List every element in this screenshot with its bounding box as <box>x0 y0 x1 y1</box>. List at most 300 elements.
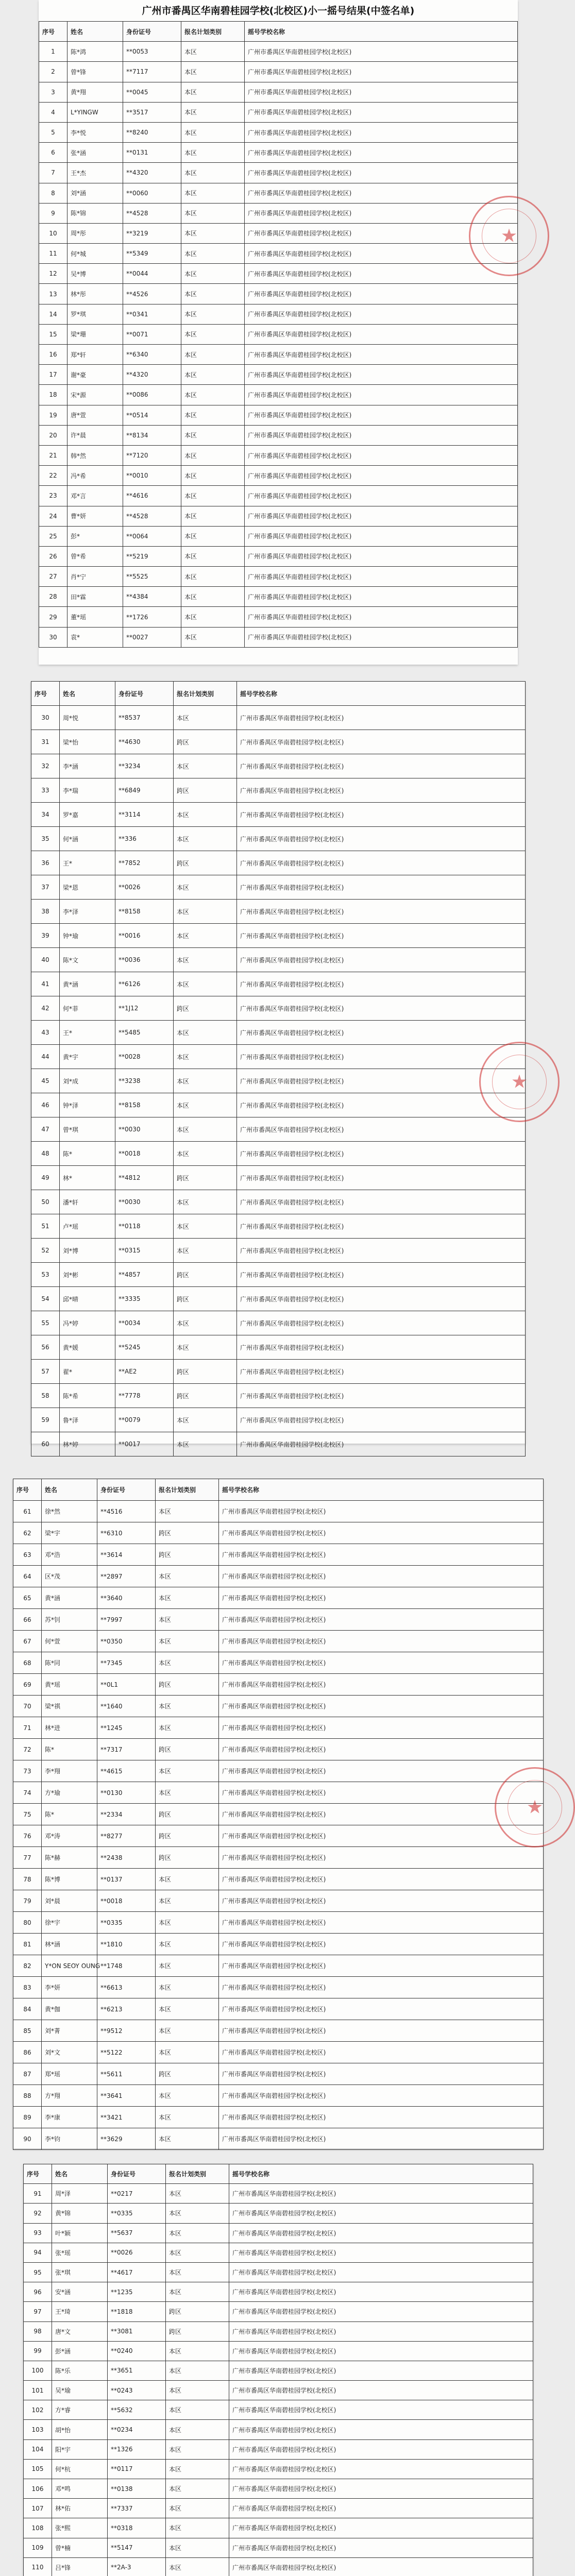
table-cell: 徐*然 <box>42 1501 97 1522</box>
table-cell: 本区 <box>156 2128 219 2150</box>
table-cell: 广州市番禺区华南碧桂园学校(北校区) <box>245 122 518 142</box>
table-cell: 广州市番禺区华南碧桂园学校(北校区) <box>237 706 526 730</box>
table-cell: 张*瑶 <box>52 2243 108 2262</box>
table-cell: 81 <box>13 1934 42 1955</box>
table-cell: **0045 <box>123 82 181 102</box>
table-cell: **6213 <box>97 1998 156 2020</box>
table-cell: 广州市番禺区华南碧桂园学校(北校区) <box>245 244 518 264</box>
table-cell: 51 <box>31 1214 60 1239</box>
table-cell: 黄*翔 <box>67 82 123 102</box>
table-cell: 48 <box>31 1142 60 1166</box>
table-cell: **1810 <box>97 1934 156 1955</box>
table-row <box>13 1890 544 1912</box>
column-header: 姓名 <box>60 682 115 706</box>
table-cell: 跨区 <box>174 851 237 875</box>
table-cell: 68 <box>13 1652 42 1674</box>
table-cell: **0350 <box>97 1631 156 1652</box>
table-cell: **6849 <box>115 778 174 803</box>
table-cell: 王* <box>60 1021 115 1045</box>
table-cell: 65 <box>13 1587 42 1609</box>
table-cell: 本区 <box>181 567 245 587</box>
table-cell: 24 <box>39 506 67 526</box>
table-row <box>39 607 518 627</box>
result-table-3 <box>13 1479 544 2150</box>
table-cell: 本区 <box>166 2243 229 2262</box>
table-cell: 广州市番禺区华南碧桂园学校(北校区) <box>245 526 518 546</box>
column-header: 序号 <box>24 2164 52 2184</box>
table-cell: 跨区 <box>156 1739 219 1760</box>
table-cell: 林* <box>60 1166 115 1190</box>
table-cell: 本区 <box>174 1408 237 1432</box>
table-cell: 韩*然 <box>67 445 123 465</box>
table-row <box>13 1652 544 1674</box>
table-cell: 邓*鸣 <box>52 2479 108 2499</box>
table-row <box>24 2302 533 2321</box>
table-cell: 本区 <box>181 587 245 607</box>
table-cell: 本区 <box>156 1869 219 1890</box>
table-row <box>39 82 518 102</box>
table-cell: 本区 <box>181 546 245 566</box>
table-cell: **6613 <box>97 1977 156 1998</box>
table-cell: 22 <box>39 466 67 486</box>
table-row <box>13 1912 544 1934</box>
table-row <box>39 506 518 526</box>
table-row <box>24 2538 533 2557</box>
table-cell: 本区 <box>174 1335 237 1360</box>
table-row <box>31 1360 526 1384</box>
table-cell: 54 <box>31 1287 60 1311</box>
table-cell: 28 <box>39 587 67 607</box>
table-cell: 本区 <box>174 875 237 900</box>
table-cell: 彭*涵 <box>52 2341 108 2361</box>
table-cell: 60 <box>31 1432 60 1456</box>
result-sheet-2 <box>31 681 528 1448</box>
table-cell: 广州市番禺区华南碧桂园学校(北校区) <box>219 2085 544 2107</box>
table-cell: 广州市番禺区华南碧桂园学校(北校区) <box>219 1652 544 1674</box>
table-cell: 李*妍 <box>42 1977 97 1998</box>
table-cell: **0335 <box>108 2204 166 2223</box>
table-cell: 34 <box>31 803 60 827</box>
column-header: 序号 <box>13 1479 42 1501</box>
table-cell: 本区 <box>156 1609 219 1631</box>
table-cell: 刘*博 <box>60 1239 115 1263</box>
table-cell: **3238 <box>115 1069 174 1093</box>
table-cell: 曾*锋 <box>67 62 123 82</box>
table-cell: 98 <box>24 2321 52 2341</box>
table-cell: 本区 <box>156 1998 219 2020</box>
table-cell: 跨区 <box>156 1847 219 1869</box>
table-row <box>39 62 518 82</box>
table-cell: 本区 <box>156 1955 219 1977</box>
table-row <box>31 948 526 972</box>
table-row <box>39 385 518 405</box>
table-cell: 区*茂 <box>42 1566 97 1587</box>
table-cell: 广州市番禺区华南碧桂园学校(北校区) <box>229 2361 533 2380</box>
table-cell: 85 <box>13 2020 42 2042</box>
table-cell: 108 <box>24 2518 52 2538</box>
table-cell: 本区 <box>156 1652 219 1674</box>
table-cell: 宋*源 <box>67 385 123 405</box>
table-cell: **2A-3 <box>108 2557 166 2576</box>
table-cell: **4616 <box>123 486 181 506</box>
table-row <box>13 2020 544 2042</box>
table-cell: 本区 <box>156 1782 219 1804</box>
table-cell: 本区 <box>174 1311 237 1335</box>
table-cell: **0234 <box>108 2420 166 2439</box>
table-cell: 23 <box>39 486 67 506</box>
table-cell: 广州市番禺区华南碧桂园学校(北校区) <box>245 627 518 647</box>
table-cell: 何*萱 <box>42 1631 97 1652</box>
table-cell: **3640 <box>97 1587 156 1609</box>
table-cell: 77 <box>13 1847 42 1869</box>
table-row <box>13 1869 544 1890</box>
table-row <box>24 2282 533 2302</box>
table-cell: 陈*希 <box>60 1384 115 1408</box>
table-cell: 本区 <box>174 1021 237 1045</box>
table-row <box>39 546 518 566</box>
table-cell: 广州市番禺区华南碧桂园学校(北校区) <box>219 1804 544 1825</box>
table-cell: 本区 <box>181 365 245 385</box>
table-cell: 黄*涵 <box>42 1587 97 1609</box>
table-cell: 广州市番禺区华南碧桂园学校(北校区) <box>219 1717 544 1739</box>
table-cell: **0131 <box>123 143 181 163</box>
table-cell: **0514 <box>123 405 181 425</box>
table-cell: 周*泽 <box>52 2184 108 2204</box>
table-cell: 广州市番禺区华南碧桂园学校(北校区) <box>229 2557 533 2576</box>
table-cell: 39 <box>31 924 60 948</box>
table-cell: **4384 <box>123 587 181 607</box>
table-cell: 刘*文 <box>42 2042 97 2063</box>
table-cell: 本区 <box>156 2042 219 2063</box>
table-cell: 43 <box>31 1021 60 1045</box>
table-cell: 广州市番禺区华南碧桂园学校(北校区) <box>245 62 518 82</box>
table-cell: 92 <box>24 2204 52 2223</box>
table-cell: 广州市番禺区华南碧桂园学校(北校区) <box>219 1631 544 1652</box>
table-cell: 本区 <box>166 2420 229 2439</box>
table-cell: 44 <box>31 1045 60 1069</box>
table-cell: 许*晨 <box>67 425 123 445</box>
table-cell: 袁* <box>67 627 123 647</box>
table-cell: **0034 <box>115 1311 174 1335</box>
table-cell: 17 <box>39 365 67 385</box>
table-cell: **4615 <box>97 1760 156 1782</box>
table-cell: 91 <box>24 2184 52 2204</box>
table-cell: 王*杰 <box>67 163 123 183</box>
table-row <box>13 2107 544 2128</box>
table-row <box>31 1239 526 1263</box>
table-cell: 84 <box>13 1998 42 2020</box>
table-cell: 刘*成 <box>60 1069 115 1093</box>
table-cell: 本区 <box>166 2538 229 2557</box>
table-cell: L*YINGW <box>67 102 123 122</box>
table-cell: 李*瑞 <box>60 778 115 803</box>
table-row <box>39 587 518 607</box>
table-cell: 广州市番禺区华南碧桂园学校(北校区) <box>229 2518 533 2538</box>
table-cell: 吕*锋 <box>52 2557 108 2576</box>
table-row <box>39 627 518 647</box>
table-cell: **0243 <box>108 2381 166 2400</box>
table-cell: 曹*妍 <box>67 506 123 526</box>
table-row <box>39 486 518 506</box>
table-cell: **5245 <box>115 1335 174 1360</box>
table-cell: 本区 <box>181 425 245 445</box>
table-cell: 62 <box>13 1522 42 1544</box>
table-row <box>13 2128 544 2150</box>
table-cell: 本区 <box>181 304 245 324</box>
table-cell: 陈* <box>60 1142 115 1166</box>
table-cell: 广州市番禺区华南碧桂园学校(北校区) <box>245 445 518 465</box>
table-row <box>24 2204 533 2223</box>
table-cell: 广州市番禺区华南碧桂园学校(北校区) <box>219 2042 544 2063</box>
table-cell: 吴*博 <box>67 264 123 284</box>
table-cell: **1326 <box>108 2439 166 2459</box>
table-cell: 本区 <box>166 2361 229 2380</box>
table-row <box>39 183 518 203</box>
table-cell: 广州市番禺区华南碧桂园学校(北校区) <box>245 183 518 203</box>
table-cell: 广州市番禺区华南碧桂园学校(北校区) <box>245 567 518 587</box>
table-cell: 广州市番禺区华南碧桂园学校(北校区) <box>237 924 526 948</box>
table-cell: 42 <box>31 996 60 1021</box>
table-cell: 36 <box>31 851 60 875</box>
table-cell: 本区 <box>181 445 245 465</box>
table-row <box>13 1934 544 1955</box>
table-cell: 18 <box>39 385 67 405</box>
table-row <box>24 2499 533 2518</box>
table-cell: 35 <box>31 827 60 851</box>
table-cell: 林*彤 <box>67 284 123 304</box>
table-cell: 广州市番禺区华南碧桂园学校(北校区) <box>219 1998 544 2020</box>
table-cell: 广州市番禺区华南碧桂园学校(北校区) <box>229 2499 533 2518</box>
table-cell: 11 <box>39 244 67 264</box>
table-cell: 广州市番禺区华南碧桂园学校(北校区) <box>237 1360 526 1384</box>
table-cell: **5525 <box>123 567 181 587</box>
table-cell: 32 <box>31 754 60 778</box>
table-cell: 13 <box>39 284 67 304</box>
table-cell: **0030 <box>115 1117 174 1142</box>
table-cell: 99 <box>24 2341 52 2361</box>
table-cell: 林*进 <box>42 1717 97 1739</box>
table-cell: 82 <box>13 1955 42 1977</box>
table-row <box>39 42 518 62</box>
table-cell: 陈*文 <box>60 948 115 972</box>
table-row <box>31 1093 526 1117</box>
table-row <box>39 223 518 243</box>
table-cell: 何*城 <box>67 244 123 264</box>
table-cell: 陈*乐 <box>52 2361 108 2380</box>
table-cell: 黄*锦 <box>52 2204 108 2223</box>
table-cell: 广州市番禺区华南碧桂园学校(北校区) <box>237 1384 526 1408</box>
table-cell: **0010 <box>123 466 181 486</box>
column-header: 身份证号 <box>115 682 174 706</box>
table-row <box>31 1335 526 1360</box>
table-cell: 广州市番禺区华南碧桂园学校(北校区) <box>245 546 518 566</box>
table-cell: 89 <box>13 2107 42 2128</box>
table-cell: 钟*泽 <box>60 1093 115 1117</box>
table-row <box>13 1739 544 1760</box>
table-row <box>24 2381 533 2400</box>
table-cell: 广州市番禺区华南碧桂园学校(北校区) <box>219 1825 544 1847</box>
table-cell: **AE2 <box>115 1360 174 1384</box>
table-cell: 广州市番禺区华南碧桂园学校(北校区) <box>219 1674 544 1696</box>
table-cell: 3 <box>39 82 67 102</box>
table-cell: 本区 <box>181 62 245 82</box>
table-cell: 广州市番禺区华南碧桂园学校(北校区) <box>245 506 518 526</box>
table-cell: **1818 <box>108 2302 166 2321</box>
table-cell: 本区 <box>156 1890 219 1912</box>
table-cell: 方*翔 <box>42 2085 97 2107</box>
table-cell: **0130 <box>97 1782 156 1804</box>
table-cell: **5349 <box>123 244 181 264</box>
table-cell: 本区 <box>156 1631 219 1652</box>
table-cell: 4 <box>39 102 67 122</box>
table-cell: **3629 <box>97 2128 156 2150</box>
table-row <box>13 1717 544 1739</box>
table-cell: 广州市番禺区华南碧桂园学校(北校区) <box>219 1934 544 1955</box>
table-cell: **4526 <box>123 284 181 304</box>
table-cell: 广州市番禺区华南碧桂园学校(北校区) <box>219 1782 544 1804</box>
table-cell: 广州市番禺区华南碧桂园学校(北校区) <box>237 1287 526 1311</box>
table-cell: 本区 <box>156 1566 219 1587</box>
table-cell: 本区 <box>156 2107 219 2128</box>
table-row <box>39 466 518 486</box>
table-row <box>24 2518 533 2538</box>
table-cell: **8240 <box>123 122 181 142</box>
table-row <box>13 1609 544 1631</box>
table-cell: 跨区 <box>174 1287 237 1311</box>
table-cell: **3335 <box>115 1287 174 1311</box>
table-cell: 广州市番禺区华南碧桂园学校(北校区) <box>237 1021 526 1045</box>
table-row <box>24 2361 533 2380</box>
table-cell: 广州市番禺区华南碧桂园学校(北校区) <box>237 948 526 972</box>
column-header: 摇号学校名称 <box>245 22 518 42</box>
table-row <box>13 2042 544 2063</box>
table-cell: 广州市番禺区华南碧桂园学校(北校区) <box>237 972 526 996</box>
table-cell: 61 <box>13 1501 42 1522</box>
table-cell: 87 <box>13 2063 42 2085</box>
table-cell: 本区 <box>166 2282 229 2302</box>
table-cell: **5485 <box>115 1021 174 1045</box>
table-cell: 广州市番禺区华南碧桂园学校(北校区) <box>237 1432 526 1456</box>
table-row <box>13 1955 544 1977</box>
table-cell: 徐*宇 <box>42 1912 97 1934</box>
table-cell: 广州市番禺区华南碧桂园学校(北校区) <box>237 1069 526 1093</box>
table-cell: 陈*锦 <box>67 203 123 223</box>
table-cell: **8537 <box>115 706 174 730</box>
table-cell: 广州市番禺区华南碧桂园学校(北校区) <box>219 1696 544 1717</box>
table-cell: 广州市番禺区华南碧桂园学校(北校区) <box>229 2439 533 2459</box>
table-cell: 安*涵 <box>52 2282 108 2302</box>
table-cell: 跨区 <box>156 1522 219 1544</box>
table-cell: 本区 <box>181 203 245 223</box>
table-cell: 广州市番禺区华南碧桂园学校(北校区) <box>237 1045 526 1069</box>
table-row <box>13 1587 544 1609</box>
result-sheet-3 <box>13 1479 544 2148</box>
table-cell: 本区 <box>174 924 237 948</box>
table-cell: 31 <box>31 730 60 754</box>
table-cell: **8158 <box>115 900 174 924</box>
table-cell: 本区 <box>174 803 237 827</box>
table-cell: 本区 <box>156 2020 219 2042</box>
table-cell: 本区 <box>156 1934 219 1955</box>
table-cell: 本区 <box>181 244 245 264</box>
table-cell: 冯*婷 <box>60 1311 115 1335</box>
table-cell: 本区 <box>181 405 245 425</box>
table-cell: 12 <box>39 264 67 284</box>
table-cell: 广州市番禺区华南碧桂园学校(北校区) <box>219 1587 544 1609</box>
table-row <box>31 972 526 996</box>
table-header-row <box>24 2164 533 2184</box>
table-row <box>39 567 518 587</box>
table-cell: 广州市番禺区华南碧桂园学校(北校区) <box>229 2459 533 2479</box>
column-header: 序号 <box>39 22 67 42</box>
table-cell: **1640 <box>97 1696 156 1717</box>
table-cell: 跨区 <box>174 996 237 1021</box>
table-cell: 95 <box>24 2262 52 2282</box>
table-cell: 广州市番禺区华南碧桂园学校(北校区) <box>229 2302 533 2321</box>
table-header-row <box>13 1479 544 1501</box>
table-cell: 广州市番禺区华南碧桂园学校(北校区) <box>245 82 518 102</box>
table-cell: 跨区 <box>156 1544 219 1566</box>
table-cell: 本区 <box>156 1587 219 1609</box>
table-cell: 本区 <box>156 1696 219 1717</box>
table-row <box>24 2321 533 2341</box>
table-cell: 广州市番禺区华南碧桂园学校(北校区) <box>219 1912 544 1934</box>
table-row <box>31 1142 526 1166</box>
table-cell: 陈*赫 <box>42 1847 97 1869</box>
table-row <box>13 1501 544 1522</box>
table-cell: 广州市番禺区华南碧桂园学校(北校区) <box>219 1890 544 1912</box>
table-cell: 本区 <box>181 163 245 183</box>
table-cell: 本区 <box>166 2400 229 2420</box>
table-cell: 103 <box>24 2420 52 2439</box>
official-seal: ★ <box>469 196 549 276</box>
table-cell: 本区 <box>166 2518 229 2538</box>
table-row <box>31 1069 526 1093</box>
table-cell: 19 <box>39 405 67 425</box>
table-row <box>24 2223 533 2243</box>
table-row <box>39 365 518 385</box>
table-cell: **3114 <box>115 803 174 827</box>
table-cell: 66 <box>13 1609 42 1631</box>
table-cell: 钟*瑜 <box>60 924 115 948</box>
table-cell: 鲁*泽 <box>60 1408 115 1432</box>
table-cell: **6126 <box>115 972 174 996</box>
table-row <box>39 122 518 142</box>
table-cell: 73 <box>13 1760 42 1782</box>
table-cell: 林*涵 <box>42 1934 97 1955</box>
table-cell: 广州市番禺区华南碧桂园学校(北校区) <box>219 2063 544 2085</box>
table-cell: **4320 <box>123 163 181 183</box>
table-cell: 80 <box>13 1912 42 1934</box>
table-cell: 广州市番禺区华南碧桂园学校(北校区) <box>219 2107 544 2128</box>
table-row <box>13 1804 544 1825</box>
table-cell: 张*琪 <box>52 2262 108 2282</box>
table-cell: **0053 <box>123 42 181 62</box>
table-cell: 本区 <box>181 82 245 102</box>
table-row <box>13 2085 544 2107</box>
table-cell: 本区 <box>174 754 237 778</box>
table-cell: 101 <box>24 2381 52 2400</box>
table-cell: 本区 <box>166 2381 229 2400</box>
table-cell: 叶*颖 <box>52 2223 108 2243</box>
table-cell: **0071 <box>123 324 181 344</box>
table-cell: 广州市番禺区华南碧桂园学校(北校区) <box>229 2381 533 2400</box>
table-row <box>39 203 518 223</box>
table-cell: **3081 <box>108 2321 166 2341</box>
table-cell: 1 <box>39 42 67 62</box>
sheet-title: 广州市番禺区华南碧桂园学校(北校区)小一摇号结果(中签名单) <box>142 5 415 16</box>
table-cell: 卢*瑶 <box>60 1214 115 1239</box>
